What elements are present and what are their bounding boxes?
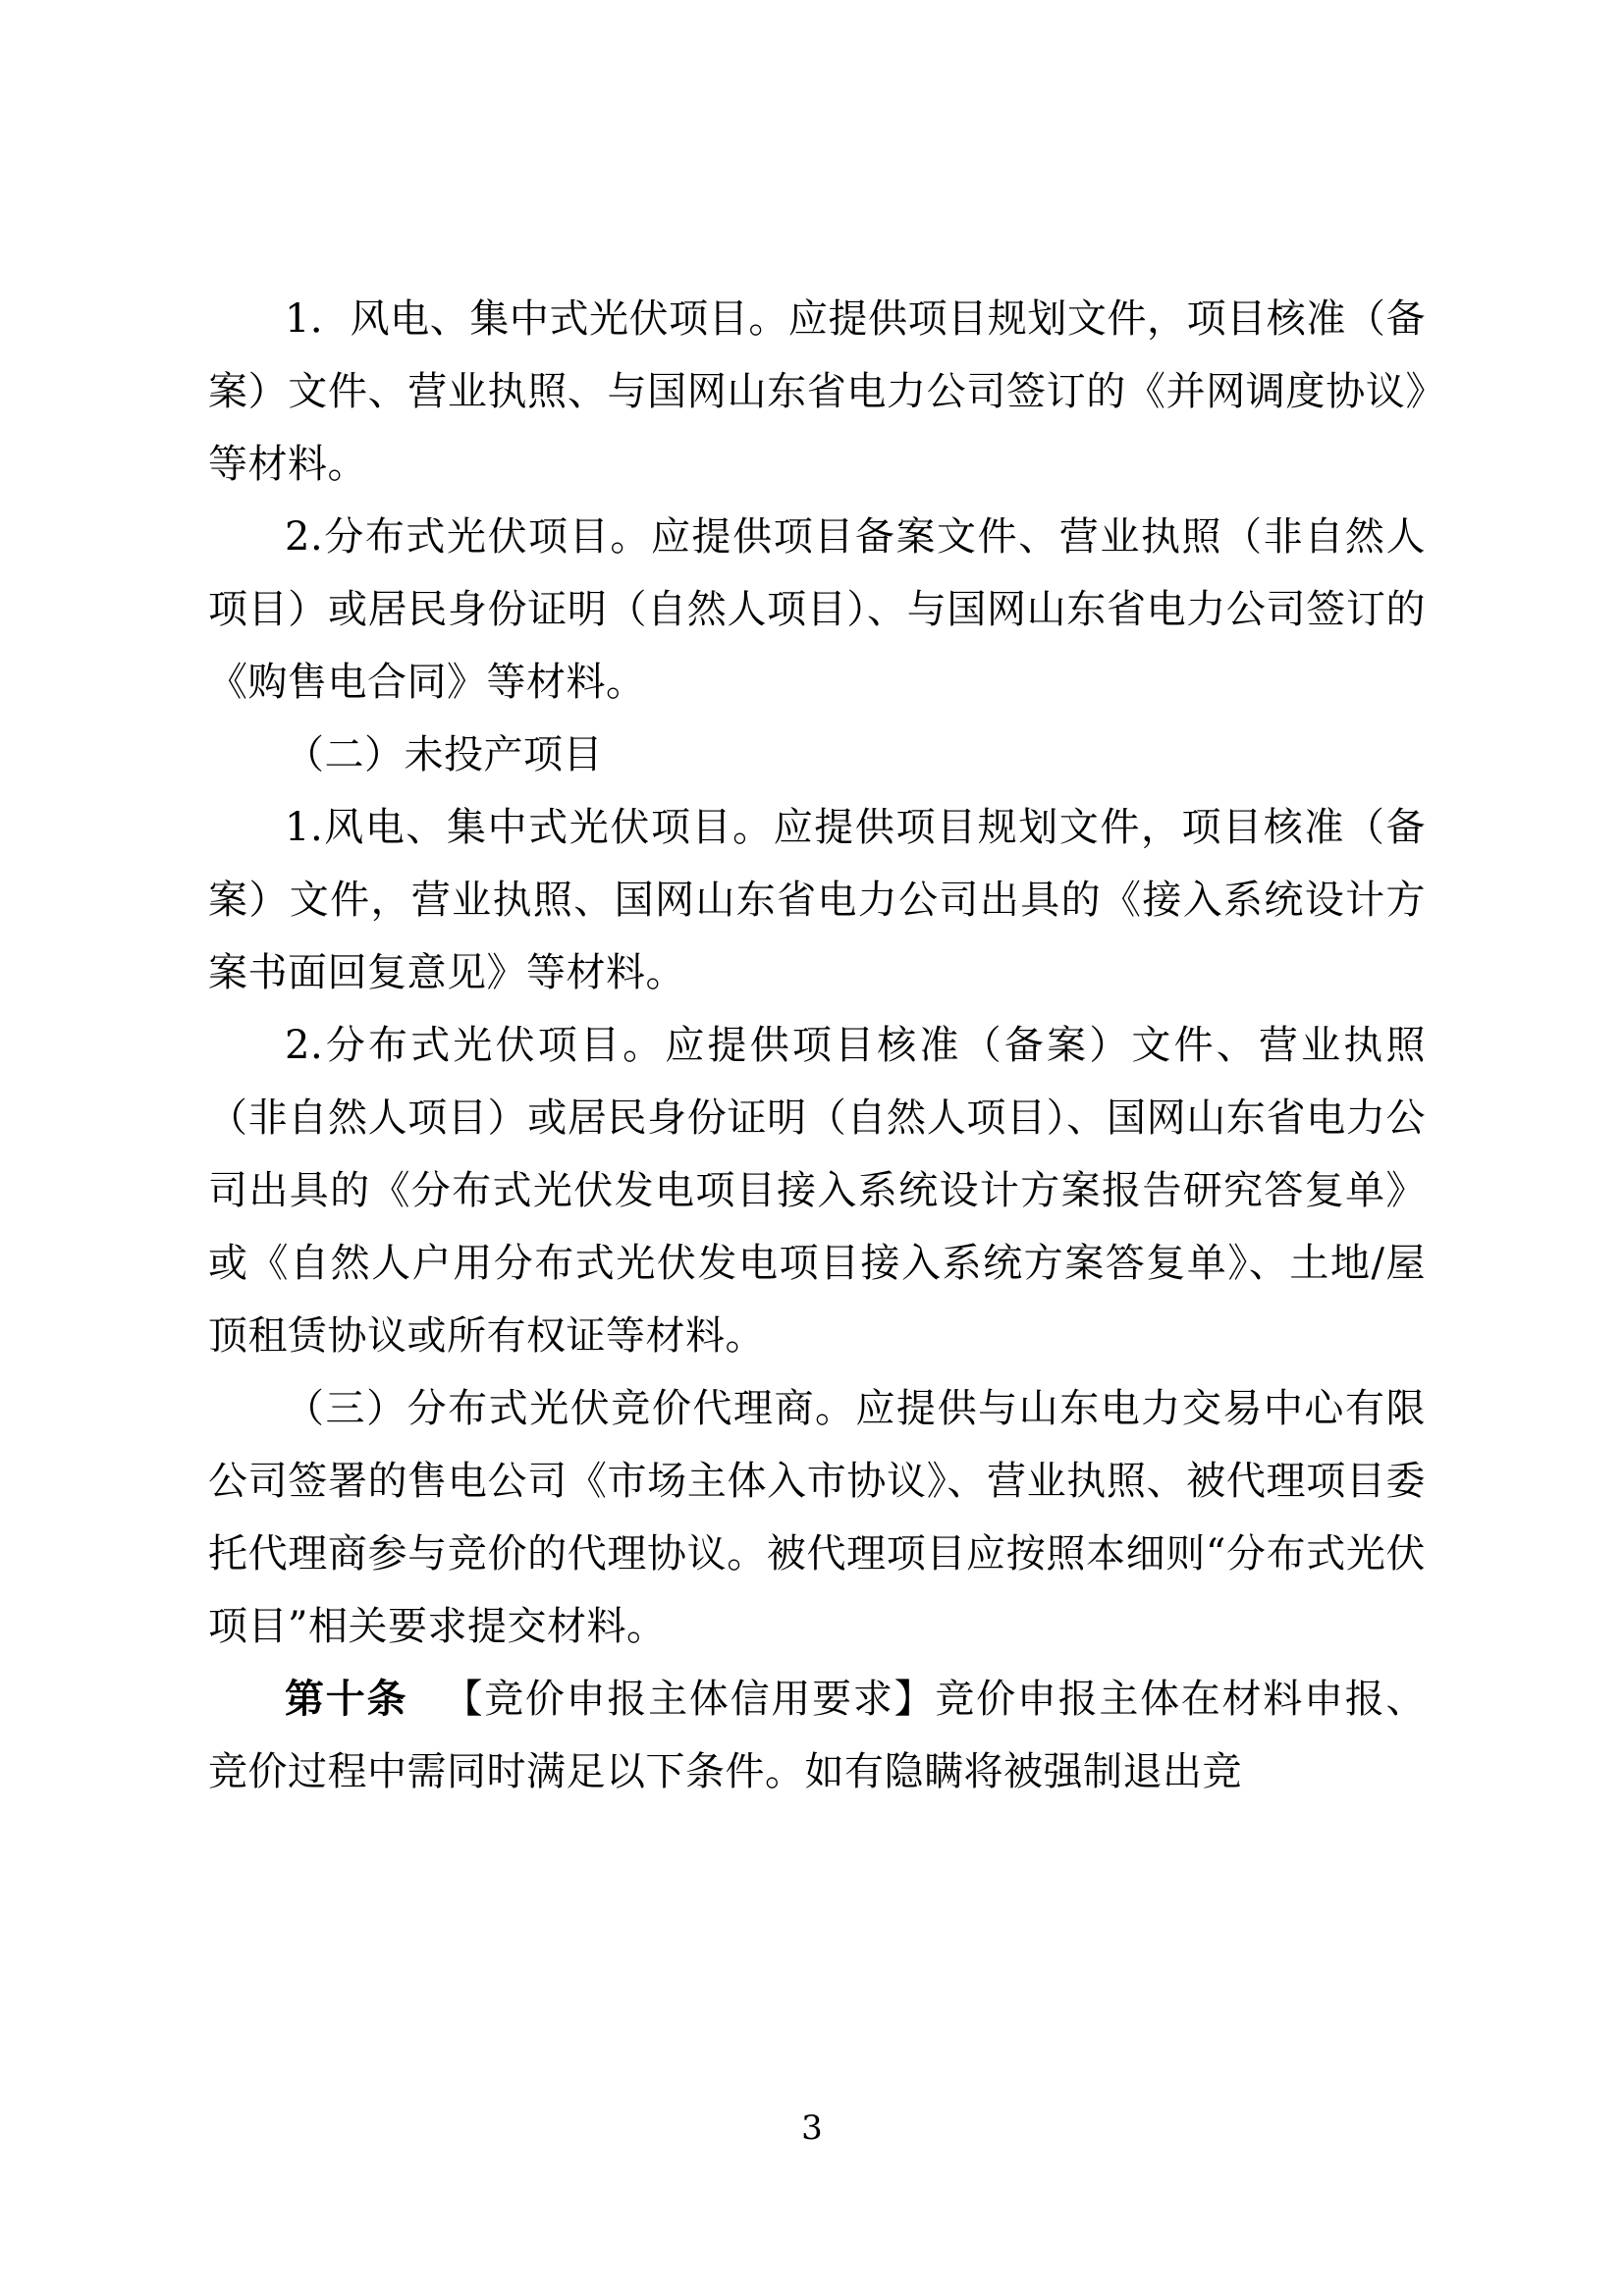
paragraph-section-two-heading: （二）未投产项目 [285, 732, 603, 777]
article-body: 【竞价申报主体信用要求】竞价申报主体在材料申报、竞价过程中需同时满足以下条件。如有隐瞒将被强制退出竞 [208, 1677, 1427, 1794]
document-body [208, 283, 1426, 1808]
paragraph-distributed-pv-unbuilt: 2.分布式光伏项目。应提供项目核准（备案）文件、营业执照（非自然人项目）或居民身份证明（自然人项目）、国网山东省电力公司出具的《分布式光伏发电项目接入系统设计方案报告研究答复单》或《自然人户用分布式光伏发电项目接入系统方案答复单》、土地/屋顶租赁协议或所有权证等材料。 [208, 1023, 1426, 1359]
paragraph-article-ten [208, 1663, 1426, 1808]
paragraph-wind-centralized-pv-unbuilt: 1.风电、集中式光伏项目。应提供项目规划文件，项目核准（备案）文件，营业执照、国网山东省电力公司出具的《接入系统设计方案书面回复意见》等材料。 [208, 805, 1426, 995]
paragraph-distributed-pv-agent: （三）分布式光伏竞价代理商。应提供与山东电力交易中心有限公司签署的售电公司《市场主体入市协议》、营业执照、被代理项目委托代理商参与竞价的代理协议。被代理项目应按照本细则“分布式光伏项目”相关要求提交材料。 [208, 1386, 1426, 1649]
article-spacer [422, 1677, 463, 1722]
article-number: 第十条 [285, 1676, 408, 1722]
paragraph-distributed-pv-built: 2.分布式光伏项目。应提供项目备案文件、营业执照（非自然人项目）或居民身份证明（自然人项目）、与国网山东省电力公司签订的《购售电合同》等材料。 [208, 514, 1426, 705]
paragraph-onshore-centralized-pv-built: 1．风电、集中式光伏项目。应提供项目规划文件，项目核准（备案）文件、营业执照、与国网山东省电力公司签订的《并网调度协议》等材料。 [208, 296, 1426, 487]
page-number: 3 [801, 2109, 823, 2148]
